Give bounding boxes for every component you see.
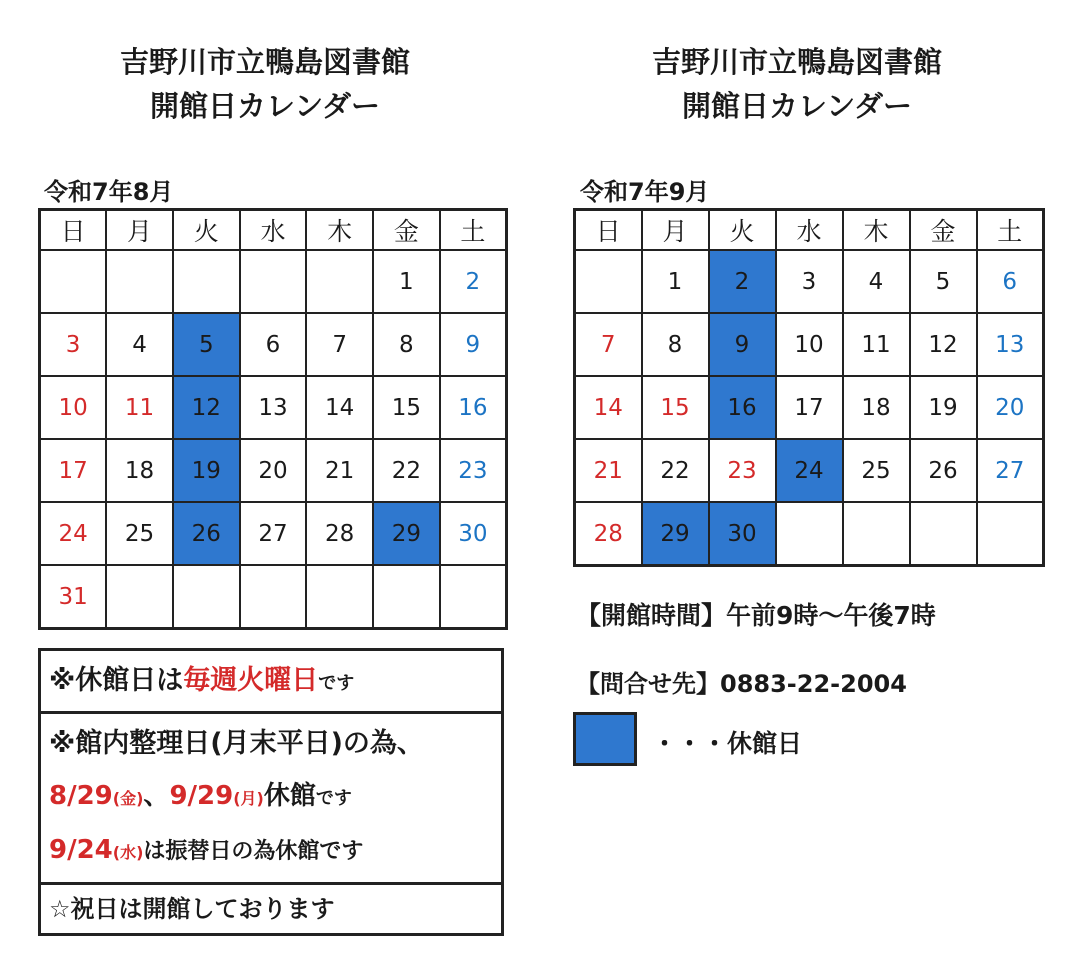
day-number: 22 bbox=[660, 457, 690, 484]
note2-day3: (水) bbox=[112, 843, 144, 862]
empty-day-cell bbox=[106, 565, 173, 629]
day-number: 5 bbox=[935, 268, 951, 295]
day-number: 27 bbox=[995, 457, 1025, 484]
closed-day-cell bbox=[709, 376, 776, 439]
week-row bbox=[40, 565, 507, 629]
weekday-header: 木 bbox=[843, 210, 910, 251]
day-cell bbox=[977, 313, 1044, 376]
empty-day-cell bbox=[173, 565, 240, 629]
day-cell bbox=[40, 502, 107, 565]
day-number: 14 bbox=[593, 394, 623, 421]
week-row bbox=[575, 376, 1044, 439]
day-cell bbox=[306, 313, 373, 376]
week-row bbox=[575, 502, 1044, 566]
day-cell bbox=[843, 250, 910, 313]
day-number: 2 bbox=[734, 268, 750, 295]
day-number: 16 bbox=[458, 394, 488, 421]
day-number: 29 bbox=[391, 520, 421, 547]
day-cell bbox=[910, 439, 977, 502]
day-cell bbox=[440, 439, 507, 502]
note2-desu: です bbox=[315, 788, 352, 809]
empty-day-cell bbox=[373, 565, 440, 629]
day-number: 18 bbox=[124, 457, 155, 484]
weekday-header-row bbox=[575, 210, 1044, 251]
day-number: 14 bbox=[325, 394, 355, 421]
note2-sep: 、 bbox=[143, 781, 170, 811]
weekday-header: 金 bbox=[373, 210, 440, 251]
opening-hours: 【開館時間】午前9時～午後7時 bbox=[576, 601, 936, 630]
empty-day-cell bbox=[240, 250, 307, 313]
day-cell bbox=[373, 439, 440, 502]
weekday-header: 日 bbox=[575, 210, 642, 251]
day-cell bbox=[440, 376, 507, 439]
day-cell bbox=[373, 313, 440, 376]
day-cell bbox=[373, 376, 440, 439]
day-cell bbox=[776, 313, 843, 376]
closed-day-cell bbox=[173, 313, 240, 376]
day-number: 1 bbox=[399, 268, 414, 295]
closed-day-cell bbox=[173, 376, 240, 439]
day-cell bbox=[709, 439, 776, 502]
week-row bbox=[575, 250, 1044, 313]
day-number: 9 bbox=[734, 331, 750, 358]
closed-day-note bbox=[41, 648, 501, 711]
day-number: 30 bbox=[727, 520, 757, 547]
empty-day-cell bbox=[575, 250, 642, 313]
day-number: 30 bbox=[458, 520, 488, 547]
day-number: 6 bbox=[265, 331, 281, 358]
left-title-line1: 吉野川市立鴨島図書館 bbox=[119, 45, 410, 79]
day-number: 8 bbox=[667, 331, 683, 358]
week-row bbox=[40, 250, 507, 313]
day-number: 13 bbox=[995, 331, 1025, 358]
note1-suffix: です bbox=[318, 673, 355, 694]
weekday-header: 水 bbox=[776, 210, 843, 251]
weekday-header: 火 bbox=[173, 210, 240, 251]
empty-day-cell bbox=[910, 502, 977, 566]
week-row bbox=[40, 502, 507, 565]
day-number: 29 bbox=[660, 520, 690, 547]
empty-day-cell bbox=[106, 250, 173, 313]
day-cell bbox=[642, 313, 709, 376]
day-cell bbox=[642, 376, 709, 439]
right-title bbox=[632, 40, 962, 128]
day-number: 28 bbox=[593, 520, 623, 547]
closed-day-cell bbox=[642, 502, 709, 566]
day-cell bbox=[440, 502, 507, 565]
day-number: 17 bbox=[794, 394, 824, 421]
day-number: 20 bbox=[995, 394, 1025, 421]
note2-line3 bbox=[49, 825, 493, 878]
august-calendar bbox=[38, 208, 508, 630]
left-title-line2: 開館日カレンダー bbox=[149, 89, 381, 123]
day-number: 23 bbox=[458, 457, 488, 484]
day-cell bbox=[240, 376, 307, 439]
note2-close: 休館 bbox=[263, 781, 316, 811]
maintenance-note bbox=[41, 711, 501, 882]
day-number: 19 bbox=[191, 457, 221, 484]
right-title-line1: 吉野川市立鴨島図書館 bbox=[651, 45, 942, 79]
day-cell bbox=[776, 250, 843, 313]
day-cell bbox=[642, 250, 709, 313]
day-number: 23 bbox=[727, 457, 757, 484]
left-title bbox=[100, 40, 430, 128]
day-number: 28 bbox=[325, 520, 355, 547]
weekday-header: 木 bbox=[306, 210, 373, 251]
day-number: 7 bbox=[332, 331, 347, 358]
day-number: 9 bbox=[465, 331, 481, 358]
week-row bbox=[40, 439, 507, 502]
day-number: 1 bbox=[667, 268, 683, 295]
closed-day-cell bbox=[776, 439, 843, 502]
closed-day-cell bbox=[709, 313, 776, 376]
day-number: 10 bbox=[794, 331, 824, 358]
weekday-header: 火 bbox=[709, 210, 776, 251]
weekday-header: 土 bbox=[977, 210, 1044, 251]
note2-date3: 9/24 bbox=[49, 835, 113, 865]
day-cell bbox=[843, 439, 910, 502]
day-number: 4 bbox=[868, 268, 884, 295]
day-cell bbox=[977, 376, 1044, 439]
empty-day-cell bbox=[440, 565, 507, 629]
day-number: 12 bbox=[191, 394, 221, 421]
legend-label: ・・・休館日 bbox=[652, 729, 803, 758]
weekday-header: 月 bbox=[642, 210, 709, 251]
empty-day-cell bbox=[306, 250, 373, 313]
right-title-line2: 開館日カレンダー bbox=[681, 89, 913, 123]
empty-day-cell bbox=[776, 502, 843, 566]
day-cell bbox=[240, 313, 307, 376]
day-number: 16 bbox=[727, 394, 757, 421]
note2-line1: ※館内整理日(月末平日)の為、 bbox=[49, 728, 424, 759]
day-number: 24 bbox=[58, 520, 88, 547]
note2-line2 bbox=[49, 770, 493, 825]
day-cell bbox=[910, 250, 977, 313]
day-cell bbox=[575, 502, 642, 566]
week-row bbox=[40, 376, 507, 439]
day-cell bbox=[240, 439, 307, 502]
day-number: 26 bbox=[191, 520, 221, 547]
closed-day-cell bbox=[173, 502, 240, 565]
day-cell bbox=[40, 376, 107, 439]
day-cell bbox=[106, 376, 173, 439]
day-cell bbox=[440, 313, 507, 376]
closed-day-cell bbox=[709, 250, 776, 313]
weekday-header: 金 bbox=[910, 210, 977, 251]
week-row bbox=[575, 313, 1044, 376]
weekday-header: 月 bbox=[106, 210, 173, 251]
day-cell bbox=[306, 502, 373, 565]
weekday-header: 水 bbox=[240, 210, 307, 251]
day-number: 11 bbox=[124, 394, 155, 421]
day-number: 24 bbox=[794, 457, 824, 484]
notes-box bbox=[38, 648, 504, 936]
day-cell bbox=[106, 502, 173, 565]
empty-day-cell bbox=[240, 565, 307, 629]
weekday-header: 土 bbox=[440, 210, 507, 251]
day-number: 15 bbox=[391, 394, 421, 421]
contact-info: 【問合せ先】0883-22-2004 bbox=[576, 670, 907, 698]
note1-prefix: ※休館日は bbox=[49, 665, 184, 696]
day-cell bbox=[977, 439, 1044, 502]
day-cell bbox=[40, 439, 107, 502]
empty-day-cell bbox=[40, 250, 107, 313]
day-number: 17 bbox=[58, 457, 88, 484]
day-cell bbox=[843, 313, 910, 376]
day-number: 20 bbox=[258, 457, 288, 484]
day-number: 27 bbox=[258, 520, 288, 547]
day-cell bbox=[440, 250, 507, 313]
day-number: 18 bbox=[861, 394, 891, 421]
day-number: 2 bbox=[465, 268, 481, 295]
right-month-label: 令和7年9月 bbox=[580, 178, 710, 206]
closed-day-cell bbox=[373, 502, 440, 565]
holiday-note: ☆祝日は開館しております bbox=[41, 882, 501, 933]
day-number: 15 bbox=[660, 394, 690, 421]
day-cell bbox=[373, 250, 440, 313]
left-month-label: 令和7年8月 bbox=[44, 178, 174, 206]
day-cell bbox=[642, 439, 709, 502]
empty-day-cell bbox=[843, 502, 910, 566]
day-cell bbox=[240, 502, 307, 565]
day-cell bbox=[106, 439, 173, 502]
day-number: 26 bbox=[928, 457, 958, 484]
day-cell bbox=[575, 439, 642, 502]
day-number: 25 bbox=[124, 520, 155, 547]
week-row bbox=[575, 439, 1044, 502]
day-number: 13 bbox=[258, 394, 288, 421]
day-cell bbox=[306, 439, 373, 502]
note2-line3-rest: は振替日の為休館です bbox=[143, 839, 364, 864]
day-cell bbox=[575, 376, 642, 439]
day-cell bbox=[910, 313, 977, 376]
week-row bbox=[40, 313, 507, 376]
weekday-header: 日 bbox=[40, 210, 107, 251]
weekday-header-row bbox=[40, 210, 507, 251]
note2-day2: (月) bbox=[233, 789, 264, 808]
note2-date2: 9/29 bbox=[169, 781, 234, 811]
day-cell bbox=[40, 313, 107, 376]
note2-date1: 8/29 bbox=[49, 781, 113, 811]
day-number: 21 bbox=[325, 457, 355, 484]
day-cell bbox=[977, 250, 1044, 313]
day-number: 8 bbox=[399, 331, 414, 358]
closed-day-cell bbox=[709, 502, 776, 566]
note1-red: 毎週火曜日 bbox=[183, 665, 319, 696]
day-number: 4 bbox=[132, 331, 147, 358]
day-cell bbox=[843, 376, 910, 439]
empty-day-cell bbox=[306, 565, 373, 629]
day-number: 3 bbox=[65, 331, 81, 358]
day-cell bbox=[910, 376, 977, 439]
day-number: 21 bbox=[593, 457, 623, 484]
empty-day-cell bbox=[977, 502, 1044, 566]
day-cell bbox=[575, 313, 642, 376]
day-number: 11 bbox=[861, 331, 891, 358]
closed-day-cell bbox=[173, 439, 240, 502]
day-number: 19 bbox=[928, 394, 958, 421]
day-number: 22 bbox=[391, 457, 421, 484]
note2-day1: (金) bbox=[112, 789, 144, 808]
day-number: 31 bbox=[58, 583, 88, 610]
day-cell bbox=[776, 376, 843, 439]
day-number: 6 bbox=[1002, 268, 1018, 295]
day-number: 5 bbox=[198, 331, 214, 358]
day-number: 7 bbox=[600, 331, 616, 358]
empty-day-cell bbox=[173, 250, 240, 313]
day-number: 12 bbox=[928, 331, 958, 358]
september-calendar bbox=[573, 208, 1045, 567]
day-cell bbox=[106, 313, 173, 376]
day-cell bbox=[306, 376, 373, 439]
closed-legend-swatch bbox=[573, 712, 637, 766]
day-number: 10 bbox=[58, 394, 88, 421]
day-number: 3 bbox=[801, 268, 817, 295]
day-cell bbox=[40, 565, 107, 629]
day-number: 25 bbox=[861, 457, 891, 484]
